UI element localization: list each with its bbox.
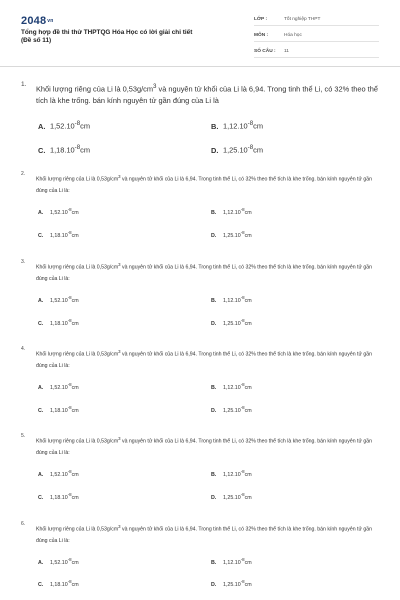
exam-meta [254,13,379,61]
option-a[interactable]: A. $1,52.10^{-8}cm$ [38,120,91,131]
site-logo[interactable] [21,15,54,27]
option-d[interactable]: D. $1,25.10^{-8}cm$ [211,578,252,588]
meta-row-count [254,45,379,58]
logo-sub: vn [47,18,54,25]
meta-label: LỚP : [254,16,268,22]
question-5 [21,433,381,505]
option-d[interactable]: D. $1,25.10^{-8}cm$ [211,317,252,327]
logo-main: 2048 [21,15,47,27]
question-1 [21,81,381,158]
option-b[interactable]: B. $1,12.10^{-8}cm$ [211,120,264,131]
title-line-2: (Đề số 11) [21,37,52,45]
answer-options [38,295,381,331]
question-6 [21,521,381,591]
question-number: 3. [21,259,26,265]
meta-value: Hóa học [284,32,302,38]
option-d[interactable]: D. $1,25.10^{-8}cm$ [211,144,264,155]
question-2 [21,171,381,243]
option-b[interactable]: B. $1,12.10^{-8}cm$ [211,556,252,566]
meta-label: SỐ CÂU : [254,48,276,54]
question-number: 1. [21,81,27,88]
question-number: 5. [21,433,26,439]
option-a[interactable]: A. $1,52.10^{-8}cm$ [38,381,79,391]
question-text: Khối lượng riêng của Li là $0,53g/cm^3$ và nguyên tử khối của Li là 6,94. Trong tinh thể Li, có 32% theo thể tích là khe trống. bán kính nguyên tử gần đúng của Li là: [36,349,373,369]
meta-value: Tốt nghiệp THPT [284,16,321,22]
option-a[interactable]: A. $1,52.10^{-8}cm$ [38,468,79,478]
question-text: Khối lượng riêng của Li là $0,53g/cm^3$ và nguyên tử khối của Li là 6,94. Trong tinh thể Li, có 32% theo thể tích là khe trống. bán kính nguyên tử gần đúng của Li là: [36,174,373,194]
option-c[interactable]: C. $1,18.10^{-8}cm$ [38,404,79,414]
meta-row-subject [254,29,379,42]
meta-value: 11 [284,48,289,54]
option-d[interactable]: D. $1,25.10^{-8}cm$ [211,491,252,501]
option-c[interactable]: C. $1,18.10^{-8}cm$ [38,144,91,155]
answer-options [38,120,381,158]
question-text: Khối lượng riêng của Li là $0,53g/cm^3$ và nguyên tử khối của Li là 6,94. Trong tinh thể Li, có 32% theo thể tích là khe trống. bán kính nguyên tử gần đúng của Li là: [36,436,373,456]
question-number: 4. [21,346,26,352]
option-b[interactable]: B. $1,12.10^{-8}cm$ [211,294,252,304]
answer-options [38,469,381,505]
meta-row-class [254,13,379,26]
question-3 [21,259,381,331]
answer-options [38,207,381,243]
answer-options [38,557,381,591]
question-number: 2. [21,171,26,177]
option-c[interactable]: C. $1,18.10^{-8}cm$ [38,317,79,327]
question-text: Khối lượng riêng của Li là $0,53g/cm^3$ và nguyên tử khối của Li là 6,94. Trong tinh thể Li, có 32% theo thể tích là khe trống. bán kính nguyên tử gần đúng của Li là: [36,262,373,282]
option-b[interactable]: B. $1,12.10^{-8}cm$ [211,206,252,216]
meta-label: MÔN : [254,32,269,38]
answer-options [38,382,381,418]
title-line-1: Tổng hợp đề thi thử THPTQG Hóa Học có lời giải chi tiết [21,29,193,36]
question-text: Khối lượng riêng của Li là $0,53g/cm^3$ và nguyên tử khối của Li là 6,94. Trong tinh thể Li, có 32% theo thể tích là khe trống. bán kính nguyên tử gần đúng của Li là [36,83,378,105]
option-d[interactable]: D. $1,25.10^{-8}cm$ [211,229,252,239]
option-c[interactable]: C. $1,18.10^{-8}cm$ [38,578,79,588]
question-number: 6. [21,521,26,527]
question-text: Khối lượng riêng của Li là $0,53g/cm^3$ và nguyên tử khối của Li là 6,94. Trong tinh thể Li, có 32% theo thể tích là khe trống. bán kính nguyên tử gần đúng của Li là: [36,524,373,544]
question-4 [21,346,381,418]
option-c[interactable]: C. $1,18.10^{-8}cm$ [38,229,79,239]
option-a[interactable]: A. $1,52.10^{-8}cm$ [38,556,79,566]
option-b[interactable]: B. $1,12.10^{-8}cm$ [211,381,252,391]
option-a[interactable]: A. $1,52.10^{-8}cm$ [38,294,79,304]
option-a[interactable]: A. $1,52.10^{-8}cm$ [38,206,79,216]
page-title [21,29,236,45]
option-c[interactable]: C. $1,18.10^{-8}cm$ [38,491,79,501]
option-d[interactable]: D. $1,25.10^{-8}cm$ [211,404,252,414]
page-header [0,0,400,67]
option-b[interactable]: B. $1,12.10^{-8}cm$ [211,468,252,478]
